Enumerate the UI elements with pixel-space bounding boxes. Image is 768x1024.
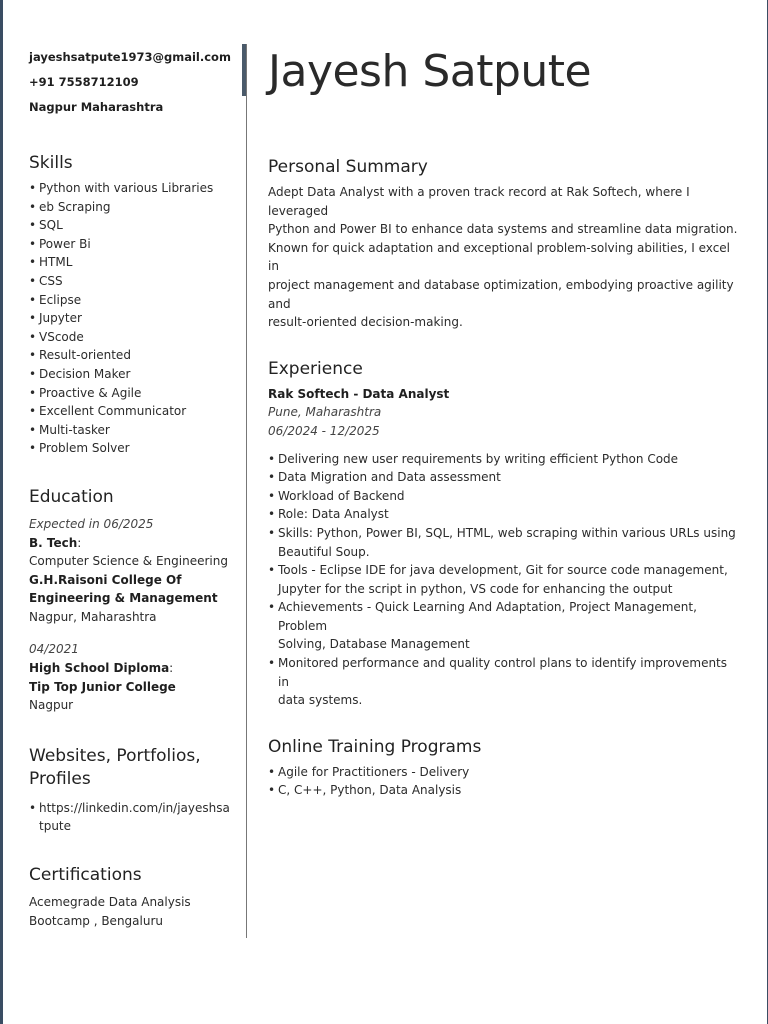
websites-heading: Websites, Portfolios, Profiles (29, 745, 201, 789)
skills-heading: Skills (29, 153, 73, 173)
skill-item: • HTML (29, 253, 234, 272)
linkedin-link[interactable]: • https://linkedin.com/in/jayeshsa tpute (29, 799, 234, 836)
education-place: Nagpur, Maharashtra (29, 609, 157, 624)
right-column (268, 42, 738, 800)
experience-heading: Experience (268, 358, 363, 379)
column-divider (246, 44, 247, 938)
contact-phone: +91 7558712109 (29, 75, 139, 89)
skill-item: • Python with various Libraries (29, 179, 234, 198)
training-item: • Agile for Practitioners - Delivery (268, 763, 738, 782)
education-date: Expected in 06/2025 (29, 516, 154, 531)
skill-item: • CSS (29, 272, 234, 291)
certification-item: Acemegrade Data Analysis Bootcamp , Bengaluru (29, 895, 191, 928)
education-field: Computer Science & Engineering (29, 554, 228, 569)
education-school: G.H.Raisoni College Of (29, 572, 182, 587)
job-title: Rak Softech - Data Analyst (268, 386, 450, 401)
experience-bullet: • Workload of Backend (268, 487, 738, 506)
skill-item: • VScode (29, 328, 234, 347)
skill-item: • Jupyter (29, 309, 234, 328)
experience-bullets (268, 450, 738, 710)
skill-item: • eb Scraping (29, 198, 234, 217)
experience-bullet: • Skills: Python, Power BI, SQL, HTML, web scraping within various URLs using Beautiful Soup. (268, 524, 738, 561)
skill-item: • SQL (29, 216, 234, 235)
left-column (29, 45, 234, 930)
training-heading: Online Training Programs (268, 736, 482, 757)
training-list (268, 763, 738, 800)
summary-heading: Personal Summary (268, 157, 428, 177)
education-school: Tip Top Junior College (29, 679, 176, 694)
skill-item: • Decision Maker (29, 365, 234, 384)
contact-location: Nagpur Maharashtra (29, 100, 164, 114)
skill-item: • Proactive & Agile (29, 384, 234, 403)
education-entry: 04/2021 High School Diploma: Tip Top Junior College Nagpur (29, 640, 234, 714)
summary-text: Adept Data Analyst with a proven track record at Rak Softech, where I leveraged Python and Power BI to enhance data systems and streamline data migration. Known for quick adaptation and exceptional problem-solving abilities, I excel in project management and database optimization, embodying proactive agility and result-oriented decision-making. (268, 185, 738, 330)
education-place: Nagpur (29, 698, 74, 713)
experience-bullet: • Delivering new user requirements by writing efficient Python Code (268, 450, 738, 469)
education-school: Engineering & Management (29, 591, 218, 606)
certifications-heading: Certifications (29, 865, 142, 886)
skill-item: • Power Bi (29, 235, 234, 254)
experience-bullet: • Monitored performance and quality control plans to identify improvements in data systems. (268, 654, 738, 710)
skill-item: • Multi-tasker (29, 421, 234, 440)
candidate-name: Jayesh Satpute (268, 46, 592, 97)
skill-item: • Problem Solver (29, 439, 234, 458)
training-item: • C, C++, Python, Data Analysis (268, 781, 738, 800)
skill-item: • Eclipse (29, 291, 234, 310)
contact-email: jayeshsatpute1973@gmail.com (29, 50, 231, 64)
education-degree: B. Tech (29, 535, 78, 550)
experience-bullet: • Tools - Eclipse IDE for java development, Git for source code management, Jupyter for the script in python, VS code for enhancing the output (268, 561, 738, 598)
education-heading: Education (29, 486, 114, 507)
education-date: 04/2021 (29, 642, 79, 657)
contact-block (29, 45, 234, 120)
skill-item: • Excellent Communicator (29, 402, 234, 421)
education-entry: Expected in 06/2025 B. Tech: Computer Science & Engineering G.H.Raisoni College Of Engineering & Management Nagpur, Maharashtra (29, 515, 234, 627)
experience-bullet: • Achievements - Quick Learning And Adaptation, Project Management, Problem Solving, Database Management (268, 598, 738, 654)
websites-list (29, 799, 234, 836)
experience-bullet: • Data Migration and Data assessment (268, 468, 738, 487)
skill-item: • Result-oriented (29, 346, 234, 365)
experience-bullet: • Role: Data Analyst (268, 505, 738, 524)
skills-list (29, 179, 234, 458)
job-dates: 06/2024 - 12/2025 (268, 423, 380, 438)
job-location: Pune, Maharashtra (268, 405, 382, 420)
education-degree: High School Diploma (29, 661, 170, 676)
resume-page (3, 0, 767, 1024)
